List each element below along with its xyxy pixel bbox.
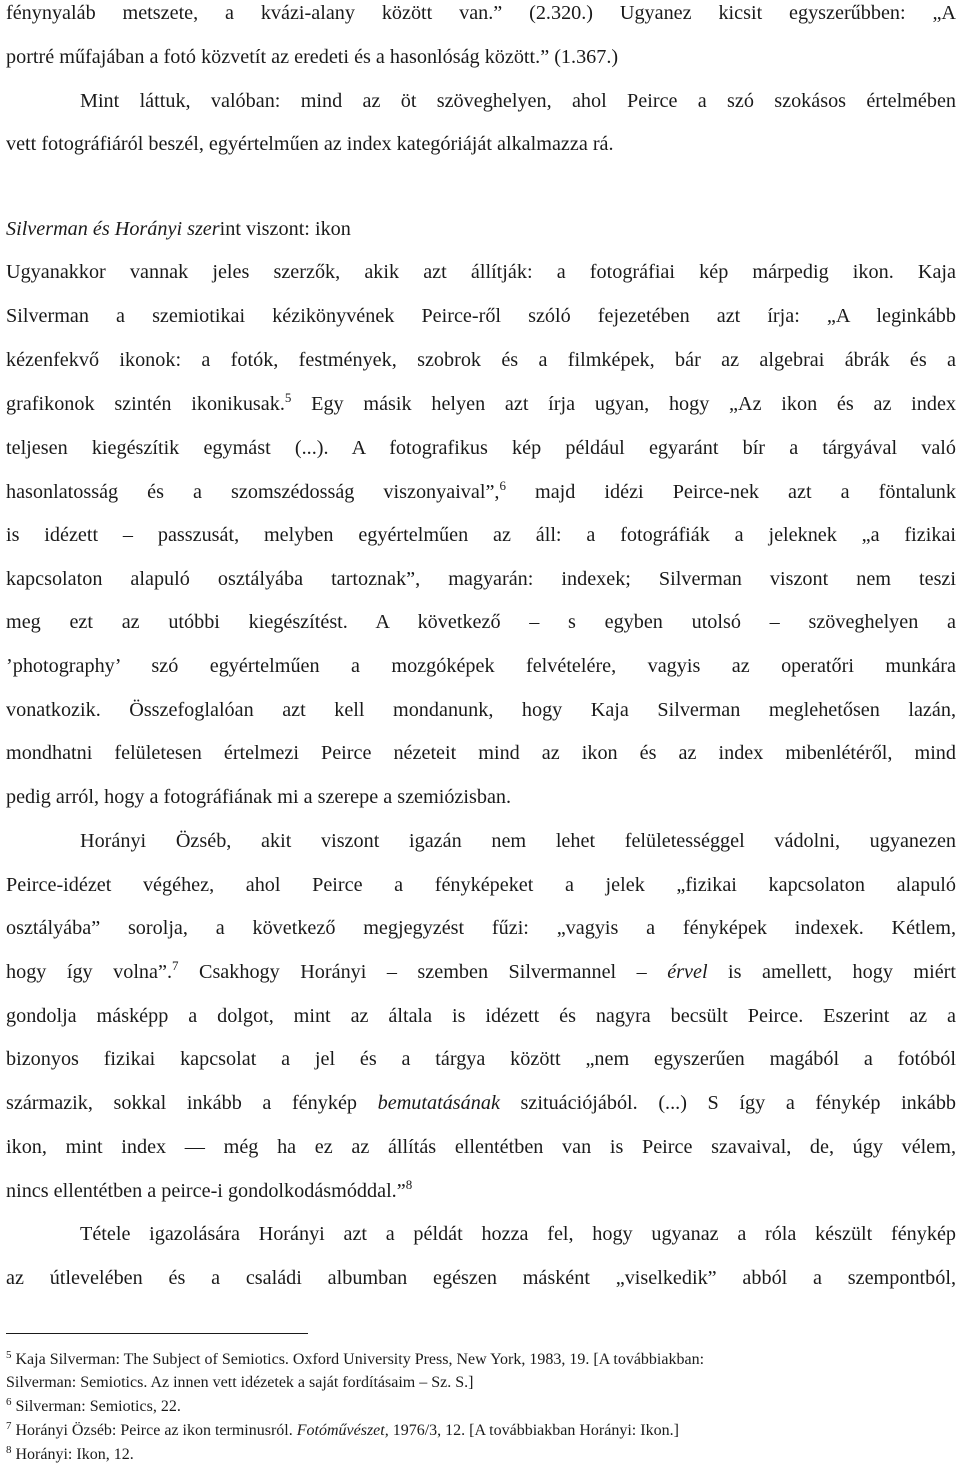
footnote-ref: 6 bbox=[499, 478, 506, 493]
text-line: Horányi Özséb, akit viszont igazán nem lehet felületességgel vádolni, ugyanezen bbox=[80, 830, 956, 852]
text-line bbox=[6, 479, 956, 505]
text-line: mondhatni felületesen értelmezi Peirce nézeteit mind az ikon és az index mibenlétéről, mind bbox=[6, 742, 956, 764]
footnote-number: 5 bbox=[6, 1349, 12, 1361]
footnote-ref: 5 bbox=[284, 390, 292, 405]
footnote-number: 6 bbox=[6, 1396, 12, 1408]
text-line: kapcsolaton alapuló osztályába tartoznak”, magyarán: indexek; Silverman viszont nem teszi bbox=[6, 568, 956, 590]
text-segment: is amellett, hogy miért bbox=[707, 961, 957, 983]
text-segment: szituációjából. (...) S így a fénykép inkább bbox=[499, 1092, 957, 1114]
emphasis: érvel bbox=[667, 961, 708, 983]
text-line: gondolja másképp a dolgot, mint az általa is idézett és nagyra becsült Peirce. Eszerint az a bbox=[6, 1005, 956, 1027]
text-line: Mint láttuk, valóban: mind az öt szöveghelyen, ahol Peirce a szó szokásos értelmében bbox=[80, 90, 956, 112]
text-line: kézenfekvő ikonok: a fotók, festmények, szobrok és a filmképek, bár az algebrai ábrák és a bbox=[6, 349, 956, 371]
text-line: is idézett – passzusát, melyben egyértelműen az áll: a fotográfiák a jeleknek „a fizikai bbox=[6, 524, 956, 546]
section-heading bbox=[6, 216, 956, 242]
text-line: Ugyanakkor vannak jeles szerzők, akik azt állítják: a fotográfiai kép márpedig ikon. Kaja bbox=[6, 261, 956, 283]
text-segment: nincs ellentétben a peirce-i gondolkodásmóddal.” bbox=[6, 1180, 406, 1202]
text-line: Tétele igazolására Horányi azt a példát hozza fel, hogy ugyanaz a róla készült fénykép bbox=[80, 1223, 956, 1245]
text-line: Peirce-idézet végéhez, ahol Peirce a fényképeket a jelek „fizikai kapcsolaton alapuló bbox=[6, 874, 956, 896]
text-line: teljesen kiegészítik egymást (...). A fotografikus kép például egyaránt bír a tárgyával való bbox=[6, 437, 956, 459]
footnote bbox=[6, 1397, 956, 1417]
text-line bbox=[6, 959, 956, 985]
text-line: fénynyaláb metszete, a kvázi-alany között van.” (2.320.) Ugyanez kicsit egyszerűbben: „A bbox=[6, 2, 956, 24]
text-line: osztályába” sorolja, a következő megjegyzést fűzi: „vagyis a fényképek indexek. Kétlem, bbox=[6, 917, 956, 939]
text-line: portré műfajában a fotó közvetít az eredeti és a hasonlóság között.” (1.367.) bbox=[6, 46, 619, 68]
text-line: Silverman a szemiotikai kézikönyvének Peirce-ről szóló fejezetében azt írja: „A leginkább bbox=[6, 305, 956, 327]
footnote bbox=[6, 1445, 956, 1465]
text-line: az útlevelében és a családi albumban egészen másként „viselkedik” abból a szempontból, bbox=[6, 1267, 956, 1289]
footnote-ref: 7 bbox=[172, 958, 179, 973]
text-segment: Egy másik helyen azt írja ugyan, hogy „Az ikon és az index bbox=[291, 393, 956, 415]
footnote bbox=[6, 1421, 956, 1441]
footnote-text: 1976/3, 12. [A továbbiakban Horányi: Ikon.] bbox=[392, 1422, 679, 1439]
footnote-text: Horányi: Ikon, 12. bbox=[15, 1446, 134, 1463]
footnote-ref: 8 bbox=[405, 1177, 413, 1192]
text-line: bizonyos fizikai kapcsolat a jel és a tárgya között „nem egyszerűen magából a fotóból bbox=[6, 1048, 956, 1070]
text-line bbox=[6, 1090, 956, 1116]
text-segment: hogy így volna”. bbox=[6, 961, 172, 983]
text-segment: majd idézi Peirce-nek azt a föntalunk bbox=[505, 481, 956, 503]
text-line: vonatkozik. Összefoglalóan azt kell mondanunk, hogy Kaja Silverman meglehetősen lazán, bbox=[6, 699, 956, 721]
footnote-continuation: Silverman: Semiotics. Az innen vett idézetek a saját fordításaim – Sz. S.] bbox=[6, 1374, 474, 1391]
text-segment: Csakhogy Horányi – szemben Silvermannel – bbox=[178, 961, 647, 983]
footnote-text: Kaja Silverman: The Subject of Semiotics. Oxford University Press, New York, 1983, 19. [A továbbiakban: bbox=[15, 1351, 705, 1368]
text-line: meg ezt az utóbbi kiegészítést. A következő – s egyben utolsó – szöveghelyen a bbox=[6, 611, 956, 633]
footnote-italic: Fotóművészet, bbox=[296, 1422, 389, 1439]
heading-rest: int viszont: ikon bbox=[219, 218, 351, 240]
footnote-text: Silverman: Semiotics, 22. bbox=[15, 1398, 181, 1415]
text-line bbox=[6, 1178, 956, 1204]
text-segment: grafikonok szintén ikonikusak. bbox=[6, 393, 285, 415]
text-segment: származik, sokkal inkább a fénykép bbox=[6, 1092, 358, 1114]
text-line: vett fotográfiáról beszél, egyértelműen az index kategóriáját alkalmazza rá. bbox=[6, 133, 614, 155]
text-line bbox=[6, 391, 956, 417]
footnote-number: 7 bbox=[6, 1420, 12, 1432]
footnote-text: Horányi Özséb: Peirce az ikon terminusról. bbox=[15, 1422, 293, 1439]
emphasis: bemutatásának bbox=[377, 1092, 500, 1114]
footnote-number: 8 bbox=[6, 1444, 12, 1456]
text-line: ikon, mint index — még ha ez az állítás ellentétben van is Peirce szavaival, de, úgy vélem, bbox=[6, 1136, 956, 1158]
footnote-separator bbox=[6, 1333, 308, 1334]
text-line: ’photography’ szó egyértelműen a mozgóképek felvételére, vagyis az operatőri munkára bbox=[6, 655, 956, 677]
text-segment: hasonlatosság és a szomszédosság viszonyaival”, bbox=[6, 481, 500, 503]
heading-italic: Silverman és Horányi szer bbox=[6, 218, 220, 240]
text-line: pedig arról, hogy a fotográfiának mi a szerepe a szemiózisban. bbox=[6, 786, 512, 808]
footnote bbox=[6, 1350, 956, 1370]
